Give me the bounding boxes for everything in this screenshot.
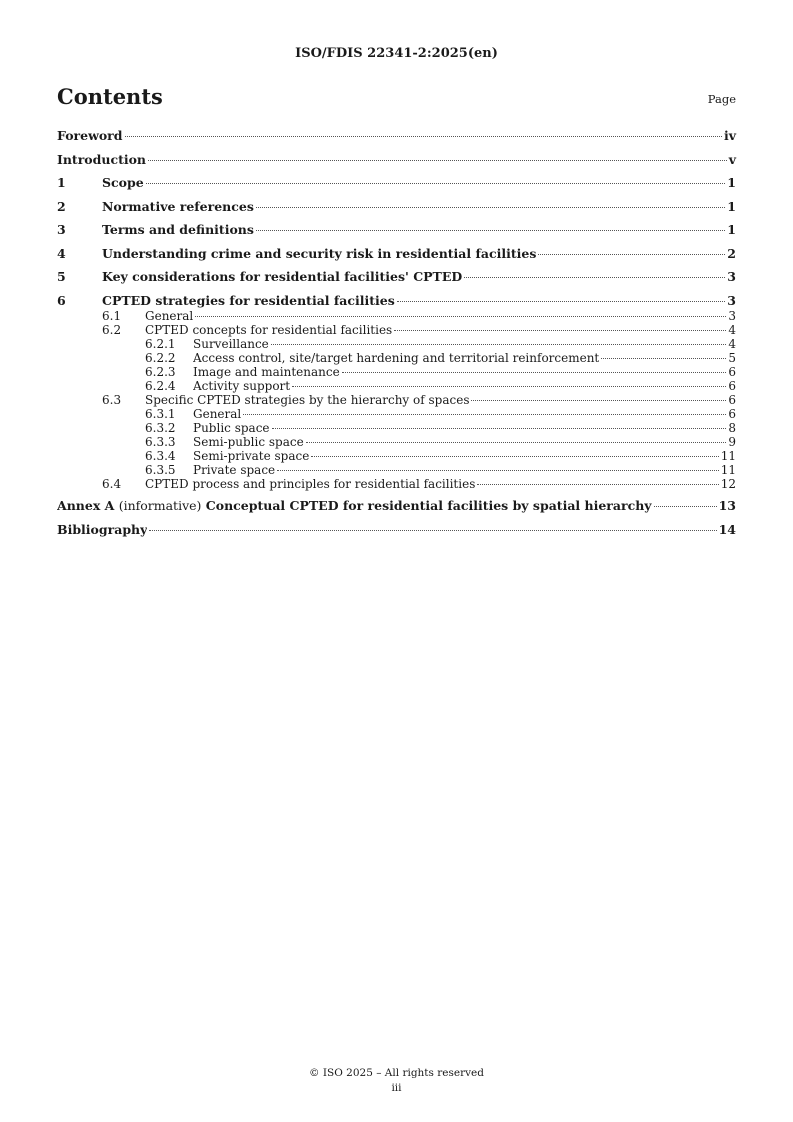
toc-entry-normative-references[interactable]	[57, 199, 736, 215]
toc-entry-number: 6.2.2	[145, 350, 176, 365]
toc-entry-number: 6.2	[102, 322, 122, 337]
dot-leader	[292, 386, 726, 387]
dot-leader	[601, 358, 726, 359]
toc-entry-title: CPTED process and principles for residential facilities	[145, 476, 476, 491]
toc-entry-title: Public space	[193, 420, 270, 435]
toc-entry-page: iv	[723, 128, 736, 143]
copyright-notice: © ISO 2025 – All rights reserved	[309, 1067, 484, 1079]
dot-leader	[538, 254, 725, 255]
toc-entry-6-2-2[interactable]	[57, 351, 736, 365]
toc-entry-6-3-1[interactable]	[57, 407, 736, 421]
dot-leader	[256, 207, 725, 208]
dot-leader	[271, 344, 727, 345]
toc-entry-page: 4	[728, 322, 736, 337]
toc-entry-number: 6	[57, 292, 66, 308]
toc-entry-number: 6.3.5	[145, 462, 176, 477]
toc-entry-page: 5	[728, 350, 736, 365]
contents-title: Contents	[57, 84, 163, 109]
toc-entry-title: Semi-private space	[193, 448, 310, 463]
dot-leader	[471, 400, 726, 401]
toc-entry-title: Normative references	[102, 198, 254, 214]
toc-entry-title: CPTED concepts for residential facilities	[145, 322, 393, 337]
toc-entry-foreword[interactable]	[57, 128, 736, 144]
toc-entry-page: 6	[728, 392, 736, 407]
toc-entry-number: 6.3.1	[145, 406, 176, 421]
toc-entry-page: 3	[727, 292, 736, 308]
toc-entry-page: 11	[720, 448, 736, 463]
toc-entry-6-3-3[interactable]	[57, 435, 736, 449]
dot-leader	[394, 330, 726, 331]
toc-entry-title: Introduction	[57, 151, 147, 167]
toc-entry-page: 2	[727, 245, 736, 261]
toc-entry-page: 12	[720, 476, 736, 491]
dot-leader	[195, 316, 726, 317]
toc-entry-number: 6.3.3	[145, 434, 176, 449]
toc-entry-number: 5	[57, 269, 66, 284]
toc-entry-title: CPTED strategies for residential facilities	[102, 292, 395, 308]
toc-entry-title: Bibliography	[57, 521, 148, 537]
toc-entry-understanding-crime[interactable]	[57, 246, 736, 262]
toc-entry-title: Access control, site/target hardening and territorial reinforcement	[193, 350, 600, 365]
toc-entry-page: v	[728, 151, 736, 167]
toc-entry-title: Understanding crime and security risk in residential facilities	[102, 245, 537, 261]
toc-entry-page: 6	[728, 364, 736, 379]
toc-entry-number: 6.2.3	[145, 364, 176, 379]
toc-entry-page: 6	[728, 378, 736, 393]
toc-entry-page: 6	[728, 406, 736, 421]
toc-entry-title	[57, 498, 652, 514]
toc-entry-page: 4	[728, 336, 736, 351]
toc-entry-title: Activity support	[193, 378, 291, 393]
dot-leader	[146, 183, 726, 184]
toc-entry-page: 8	[728, 420, 736, 435]
toc-entry-title: Semi-public space	[193, 434, 304, 449]
dot-leader	[464, 277, 725, 278]
dot-leader	[148, 160, 727, 161]
dot-leader	[306, 442, 727, 443]
toc-entry-title: General	[193, 406, 242, 421]
toc-entry-number: 6.1	[102, 308, 122, 323]
toc-entry-page: 14	[718, 521, 736, 537]
dot-leader	[477, 484, 718, 485]
toc-entry-page: 13	[718, 498, 736, 513]
toc-entry-introduction[interactable]	[57, 152, 736, 168]
toc-entry-number: 6.2.1	[145, 336, 176, 351]
toc-entry-number: 2	[57, 198, 66, 214]
toc-entry-title: Image and maintenance	[193, 364, 340, 379]
toc-entry-annex-a[interactable]	[57, 498, 736, 514]
toc-entry-number: 3	[57, 222, 66, 237]
toc-entry-page: 3	[727, 269, 736, 284]
toc-entry-6-1[interactable]	[57, 309, 736, 323]
toc-entry-title: General	[145, 308, 194, 323]
annex-qualifier: (informative)	[118, 498, 202, 513]
page-number: iii	[391, 1082, 402, 1094]
toc-entry-6-2-3[interactable]	[57, 365, 736, 379]
toc-entry-6-3-5[interactable]	[57, 463, 736, 477]
toc-entry-number: 1	[57, 175, 66, 190]
toc-entry-page: 1	[727, 175, 736, 190]
dot-leader	[342, 372, 727, 373]
toc-entry-6-4[interactable]	[57, 477, 736, 491]
toc-entry-terms-and-definitions[interactable]	[57, 222, 736, 238]
toc-entry-title: Surveillance	[193, 336, 269, 351]
toc-entry-6-2-1[interactable]	[57, 337, 736, 351]
toc-entry-6-2[interactable]	[57, 323, 736, 337]
toc-entry-page: 9	[728, 434, 736, 449]
page-footer	[0, 1066, 793, 1096]
toc-entry-title: Private space	[193, 462, 276, 477]
toc-entry-cpted-strategies[interactable]	[57, 293, 736, 309]
dot-leader	[125, 136, 722, 137]
toc-entry-bibliography[interactable]	[57, 522, 736, 538]
toc-entry-6-3[interactable]	[57, 393, 736, 407]
toc-entry-number: 4	[57, 245, 66, 261]
toc-entry-page: 1	[727, 198, 736, 214]
toc-entry-number: 6.3.2	[145, 420, 176, 435]
toc-entry-title: Specific CPTED strategies by the hierarchy of spaces	[145, 392, 470, 407]
dot-leader	[243, 414, 726, 415]
dot-leader	[311, 456, 718, 457]
dot-leader	[272, 428, 727, 429]
toc-entry-page: 11	[720, 462, 736, 477]
toc-entry-6-3-4[interactable]	[57, 449, 736, 463]
toc-entry-6-3-2[interactable]	[57, 421, 736, 435]
toc-entry-page: 3	[728, 308, 736, 323]
toc-entry-key-considerations[interactable]	[57, 269, 736, 285]
page-column-label: Page	[707, 92, 736, 106]
toc-entry-number: 6.3.4	[145, 448, 176, 463]
toc-entry-scope[interactable]	[57, 175, 736, 191]
dot-leader	[256, 230, 725, 231]
table-of-contents	[57, 128, 736, 538]
toc-entry-number: 6.3	[102, 392, 122, 407]
toc-entry-6-2-4[interactable]	[57, 379, 736, 393]
toc-entry-title: Scope	[102, 175, 144, 190]
annex-title: Conceptual CPTED for residential facilities by spatial hierarchy	[205, 498, 652, 513]
dot-leader	[397, 301, 726, 302]
toc-entry-title: Foreword	[57, 128, 123, 143]
dot-leader	[149, 530, 716, 531]
toc-entry-number: 6.2.4	[145, 378, 176, 393]
toc-entry-page: 1	[727, 222, 736, 237]
dot-leader	[654, 506, 717, 507]
document-id-header: ISO/FDIS 22341-2:2025(en)	[295, 46, 498, 61]
toc-entry-title: Terms and definitions	[102, 222, 254, 237]
annex-label: Annex A	[57, 498, 115, 513]
toc-entry-title: Key considerations for residential facilities' CPTED	[102, 269, 463, 284]
dot-leader	[277, 470, 719, 471]
toc-entry-number: 6.4	[102, 476, 122, 491]
